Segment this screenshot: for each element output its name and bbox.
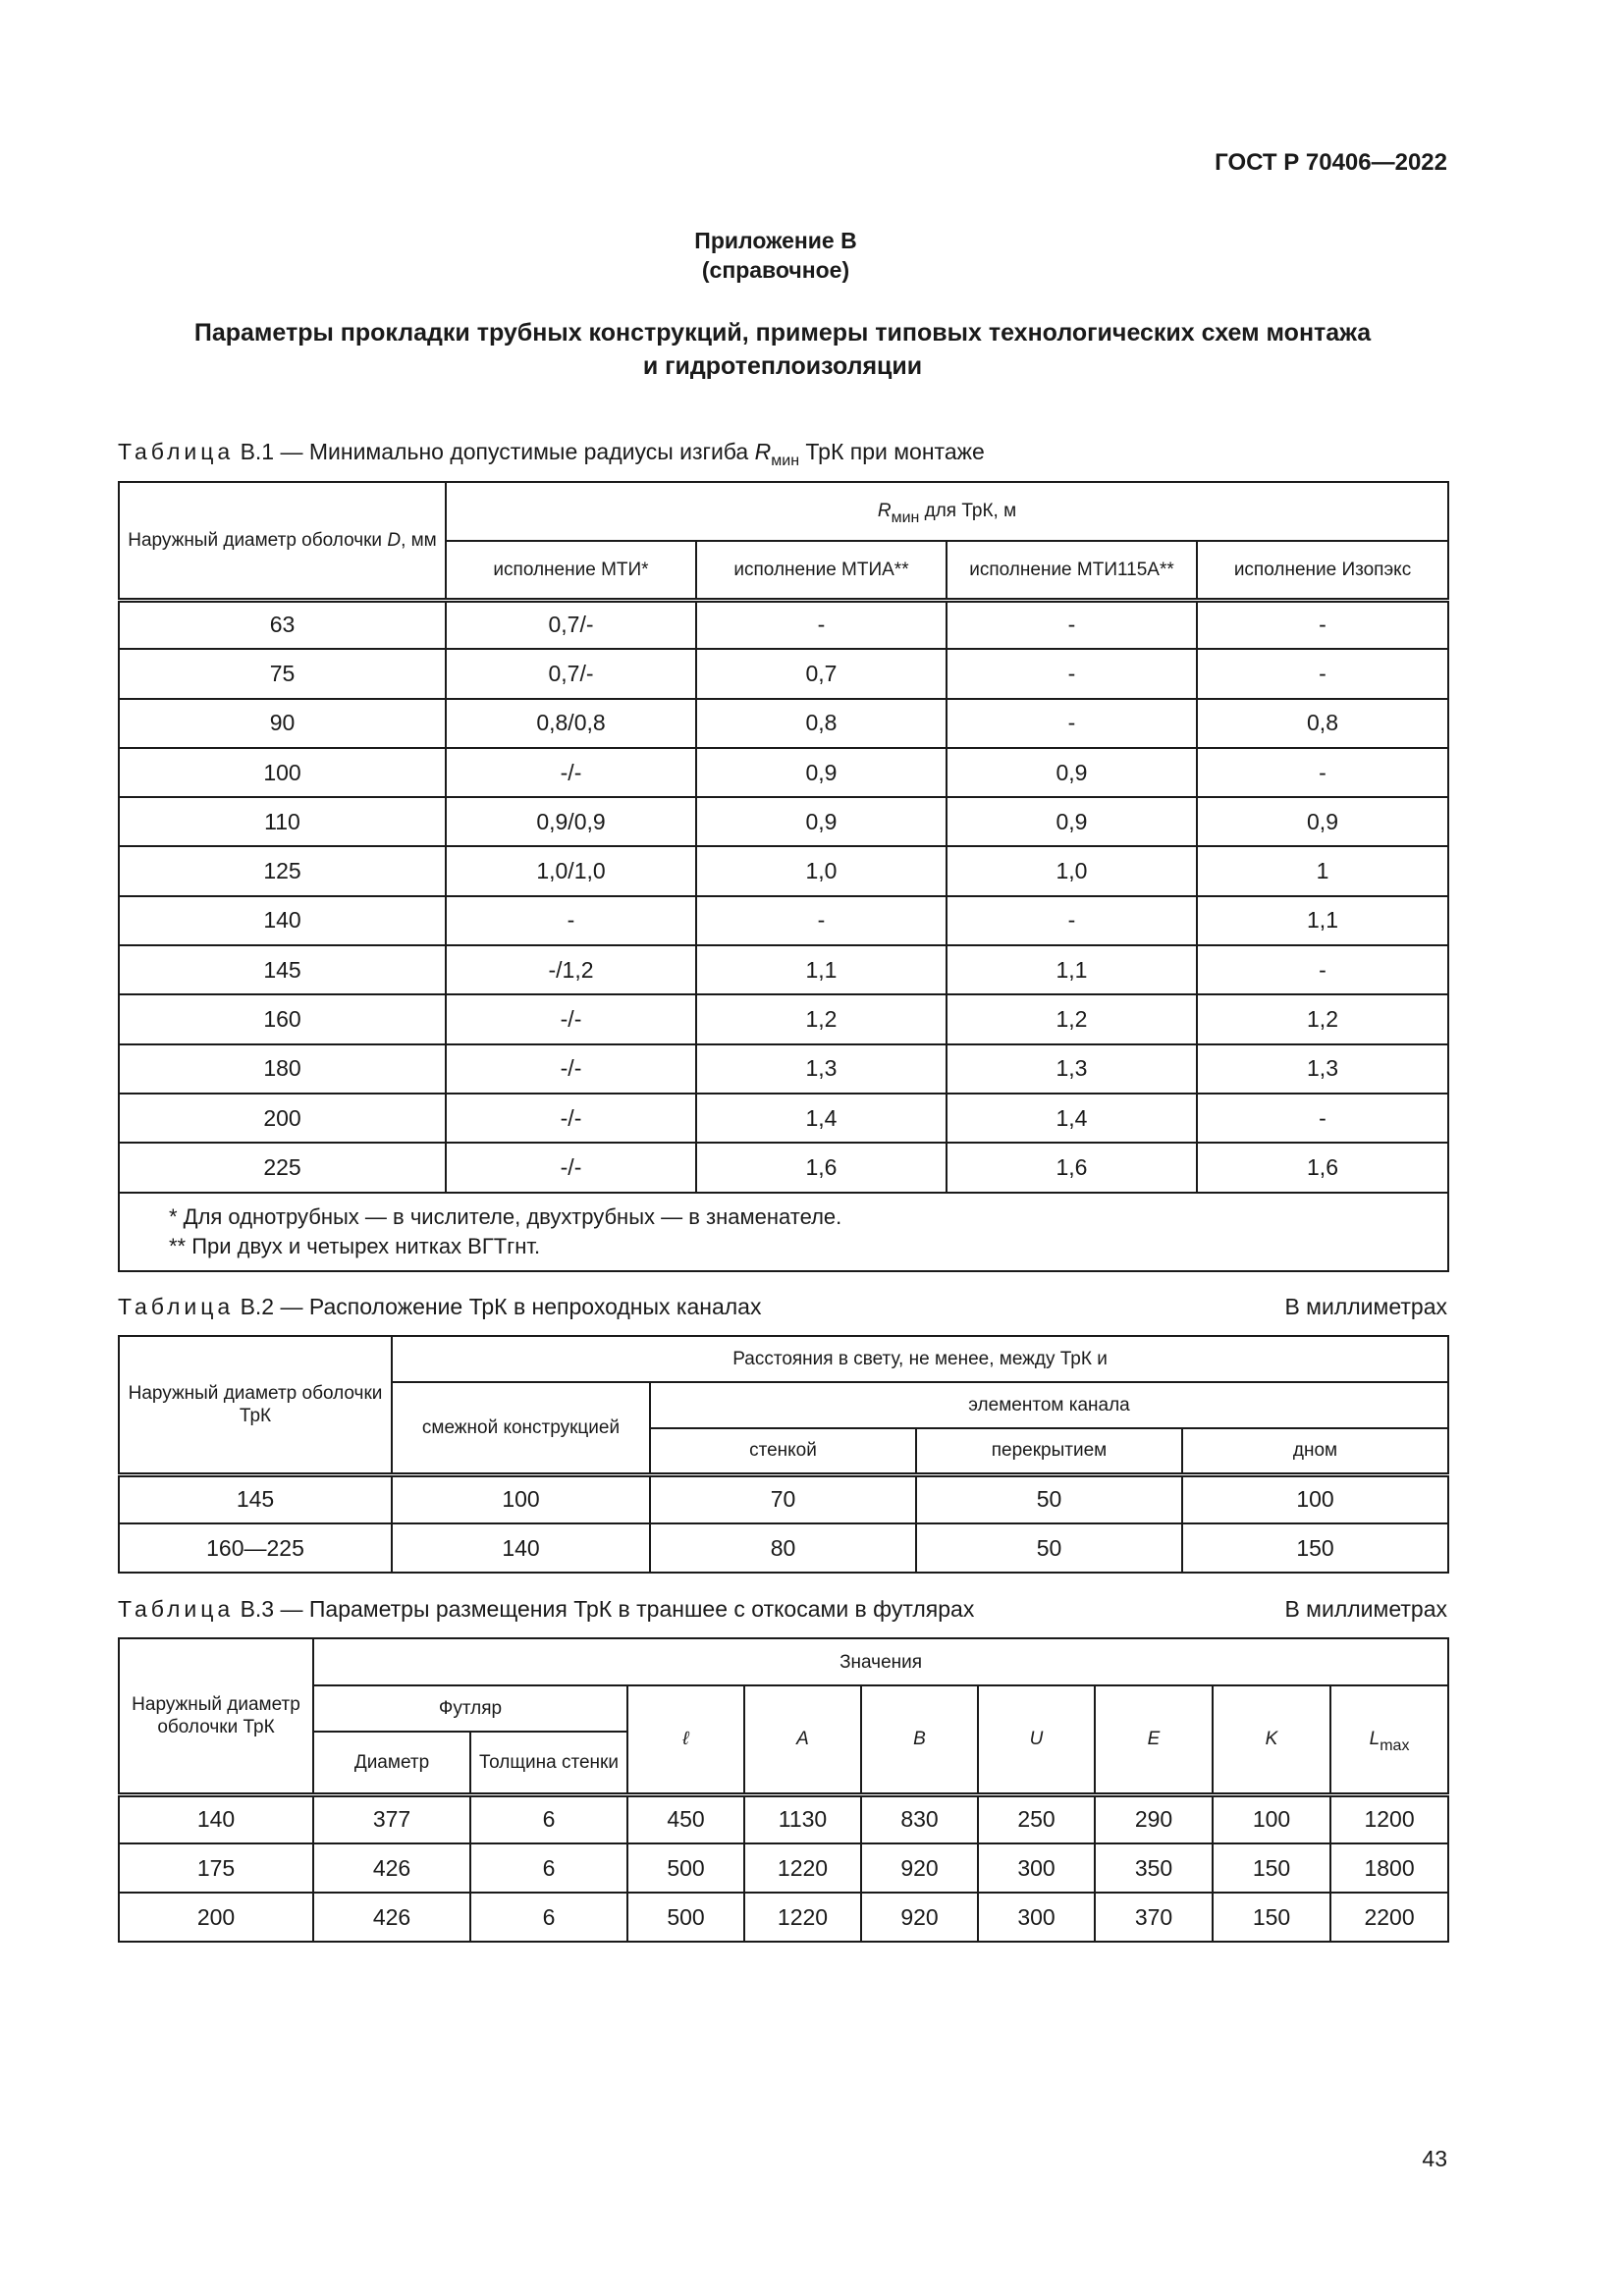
table-cell: -/- [446, 994, 696, 1043]
table-cell: 225 [119, 1143, 446, 1192]
table-row [119, 1044, 1448, 1094]
table-cell: 1,6 [1197, 1143, 1448, 1192]
table-cell: 145 [119, 945, 446, 994]
table2-head-adjacent: смежной конструкцией [392, 1382, 650, 1474]
table3-head-case-diameter: Диаметр [313, 1732, 470, 1794]
table-b1 [118, 481, 1449, 1272]
table1-caption: Таблица В.1 — Минимально допустимые радиусы изгиба $R_{мин}$ ТрК при монтаже [118, 439, 985, 469]
table1-note-2: ** При двух и четырех нитках ВГТгнт. [169, 1233, 541, 1258]
table-cell: 200 [119, 1893, 313, 1942]
table-cell: 50 [916, 1474, 1182, 1523]
table-cell: 125 [119, 846, 446, 895]
table-cell: 180 [119, 1044, 446, 1094]
table-cell: - [1197, 748, 1448, 797]
table-cell: 1,0 [947, 846, 1197, 895]
table-cell: 290 [1095, 1794, 1213, 1843]
table-cell: 63 [119, 600, 446, 649]
table1-head-group: $R_{мин}$ для ТрК, м [446, 482, 1448, 541]
table-cell: 160—225 [119, 1523, 392, 1573]
table-cell: 200 [119, 1094, 446, 1143]
table-cell: 0,9 [696, 797, 947, 846]
table-cell: 300 [978, 1843, 1095, 1893]
table3-units: В миллиметрах [1284, 1596, 1447, 1622]
table-row [119, 896, 1448, 945]
table1-head-col: исполнение МТИ115А** [947, 541, 1197, 600]
table-cell: 1,3 [1197, 1044, 1448, 1094]
table-cell: 0,7 [696, 649, 947, 698]
table-cell: -/- [446, 1044, 696, 1094]
table-cell: 2200 [1330, 1893, 1448, 1942]
table-cell: 1220 [744, 1893, 861, 1942]
table2-head-diameter: Наружный диаметр оболочки ТрК [119, 1336, 392, 1474]
table-cell: 1,0 [696, 846, 947, 895]
main-title [118, 316, 1447, 383]
table-cell: 0,7/- [446, 600, 696, 649]
table-row [119, 1843, 1448, 1893]
table-row [119, 1143, 1448, 1192]
table-row [119, 994, 1448, 1043]
table-cell: 830 [861, 1794, 978, 1843]
table-cell: 0,9 [696, 748, 947, 797]
table2-head-col: стенкой [650, 1428, 916, 1474]
table-cell: 1,4 [696, 1094, 947, 1143]
table3-head-u: U [978, 1685, 1095, 1794]
annex-heading [0, 226, 1551, 285]
table3-head-a: A [744, 1685, 861, 1794]
table1-note-1: * Для однотрубных — в числителе, двухтрубных — в знаменателе. [169, 1203, 842, 1229]
table-cell: 0,9 [947, 748, 1197, 797]
table-cell: 6 [470, 1794, 627, 1843]
table-cell: 140 [392, 1523, 650, 1573]
table-cell: - [947, 896, 1197, 945]
table1-head-col: исполнение МТИ* [446, 541, 696, 600]
annex-title: Приложение В [694, 228, 857, 253]
table-row [119, 600, 1448, 649]
table3-label: Таблица [118, 1596, 235, 1622]
table-row [119, 1474, 1448, 1523]
table-cell: -/- [446, 1143, 696, 1192]
page-number: 43 [1422, 2146, 1447, 2171]
table-cell: 1,3 [947, 1044, 1197, 1094]
table-cell: 1,1 [947, 945, 1197, 994]
table-cell: 1,3 [696, 1044, 947, 1094]
table-cell: - [947, 600, 1197, 649]
table-cell: -/1,2 [446, 945, 696, 994]
table-row [119, 699, 1448, 748]
table-row [119, 1893, 1448, 1942]
table-cell: 1,2 [1197, 994, 1448, 1043]
table3-head-k: K [1213, 1685, 1330, 1794]
table1-head-col: исполнение МТИА** [696, 541, 947, 600]
table-cell: - [947, 649, 1197, 698]
table-cell: 6 [470, 1893, 627, 1942]
table-row [119, 649, 1448, 698]
table-row [119, 1094, 1448, 1143]
table-cell: 300 [978, 1893, 1095, 1942]
table-cell: 0,8 [696, 699, 947, 748]
table-cell: 70 [650, 1474, 916, 1523]
table-cell: 1,4 [947, 1094, 1197, 1143]
table-cell: 100 [1213, 1794, 1330, 1843]
document-code: ГОСТ Р 70406—2022 [1215, 149, 1447, 176]
table-cell: 1800 [1330, 1843, 1448, 1893]
table2-units: В миллиметрах [1284, 1294, 1447, 1319]
table-cell: 100 [119, 748, 446, 797]
table-cell: - [696, 896, 947, 945]
table-cell: 100 [392, 1474, 650, 1523]
table-cell: 1 [1197, 846, 1448, 895]
table-cell: 1130 [744, 1794, 861, 1843]
table3-head-l: ℓ [627, 1685, 744, 1794]
table-cell: -/- [446, 748, 696, 797]
table3-head-b: B [861, 1685, 978, 1794]
table-cell: 150 [1213, 1893, 1330, 1942]
table-cell: 0,7/- [446, 649, 696, 698]
table-cell: 100 [1182, 1474, 1448, 1523]
table-cell: 1,6 [947, 1143, 1197, 1192]
table-cell: - [696, 600, 947, 649]
table-cell: 920 [861, 1843, 978, 1893]
table-cell: 150 [1213, 1843, 1330, 1893]
table-cell: 377 [313, 1794, 470, 1843]
table1-head-col: исполнение Изопэкс [1197, 541, 1448, 600]
table3-head-diameter: Наружный диаметр оболочки ТрК [119, 1638, 313, 1794]
table-cell: 1,1 [1197, 896, 1448, 945]
table-cell: 50 [916, 1523, 1182, 1573]
table2-label: Таблица [118, 1294, 235, 1319]
table-cell: 140 [119, 896, 446, 945]
table-cell: 0,8/0,8 [446, 699, 696, 748]
table-cell: 450 [627, 1794, 744, 1843]
table-row [119, 797, 1448, 846]
main-title-line-1: Параметры прокладки трубных конструкций, примеры типовых технологических схем монтажа [193, 319, 1372, 347]
table-cell: 160 [119, 994, 446, 1043]
table-cell: 110 [119, 797, 446, 846]
table-cell: 0,9 [1197, 797, 1448, 846]
table3-head-case-wall: Толщина стенки [470, 1732, 627, 1794]
table2-head-col: дном [1182, 1428, 1448, 1474]
table2-head-channel: элементом канала [650, 1382, 1448, 1428]
table-cell: - [1197, 649, 1448, 698]
table-cell: 1220 [744, 1843, 861, 1893]
table-b3 [118, 1637, 1449, 1943]
table-cell: 0,8 [1197, 699, 1448, 748]
table-cell: - [1197, 600, 1448, 649]
table-cell: - [1197, 1094, 1448, 1143]
table-cell: 426 [313, 1843, 470, 1893]
table-cell: 500 [627, 1893, 744, 1942]
table-cell: 175 [119, 1843, 313, 1893]
table-row [119, 1794, 1448, 1843]
table-cell: 150 [1182, 1523, 1448, 1573]
table-cell: 350 [1095, 1843, 1213, 1893]
table-row [119, 846, 1448, 895]
table-cell: - [947, 699, 1197, 748]
table-cell: 75 [119, 649, 446, 698]
table-cell: -/- [446, 1094, 696, 1143]
main-title-line-2: и гидротеплоизоляции [642, 352, 923, 380]
table-row [119, 748, 1448, 797]
table-cell: 1,6 [696, 1143, 947, 1192]
table-cell: 370 [1095, 1893, 1213, 1942]
table-cell: 920 [861, 1893, 978, 1942]
table1-head-diameter: Наружный диаметр оболочки D, мм [119, 482, 446, 600]
table-cell: 1,2 [696, 994, 947, 1043]
table1-notes [119, 1193, 1448, 1271]
table-cell: 90 [119, 699, 446, 748]
table3-head-values: Значения [313, 1638, 1448, 1685]
table2-head-col: перекрытием [916, 1428, 1182, 1474]
table-cell: - [446, 896, 696, 945]
table-cell: 140 [119, 1794, 313, 1843]
table-cell: 500 [627, 1843, 744, 1893]
annex-type: (справочное) [701, 257, 850, 283]
table-cell: - [1197, 945, 1448, 994]
table-cell: 1,2 [947, 994, 1197, 1043]
table3-head-case: Футляр [313, 1685, 627, 1732]
table-cell: 0,9 [947, 797, 1197, 846]
table-cell: 426 [313, 1893, 470, 1942]
table3-caption: Таблица В.3 — Параметры размещения ТрК в траншее с откосами в футлярах В миллиметрах [118, 1596, 1447, 1622]
table-cell: 1200 [1330, 1794, 1448, 1843]
table2-head-group: Расстояния в свету, не менее, между ТрК и [392, 1336, 1448, 1382]
table-row [119, 945, 1448, 994]
table-cell: 0,9/0,9 [446, 797, 696, 846]
table3-head-e: E [1095, 1685, 1213, 1794]
table-cell: 6 [470, 1843, 627, 1893]
table3-head-lmax: $L_{max}$ [1330, 1685, 1448, 1794]
table-cell: 1,1 [696, 945, 947, 994]
table-cell: 145 [119, 1474, 392, 1523]
table-row [119, 1523, 1448, 1573]
table-b2 [118, 1335, 1449, 1574]
table-cell: 250 [978, 1794, 1095, 1843]
table2-caption: Таблица В.2 — Расположение ТрК в непроходных каналах В миллиметрах [118, 1294, 1447, 1319]
table-cell: 1,0/1,0 [446, 846, 696, 895]
table-cell: 80 [650, 1523, 916, 1573]
table1-label: Таблица [118, 439, 235, 464]
